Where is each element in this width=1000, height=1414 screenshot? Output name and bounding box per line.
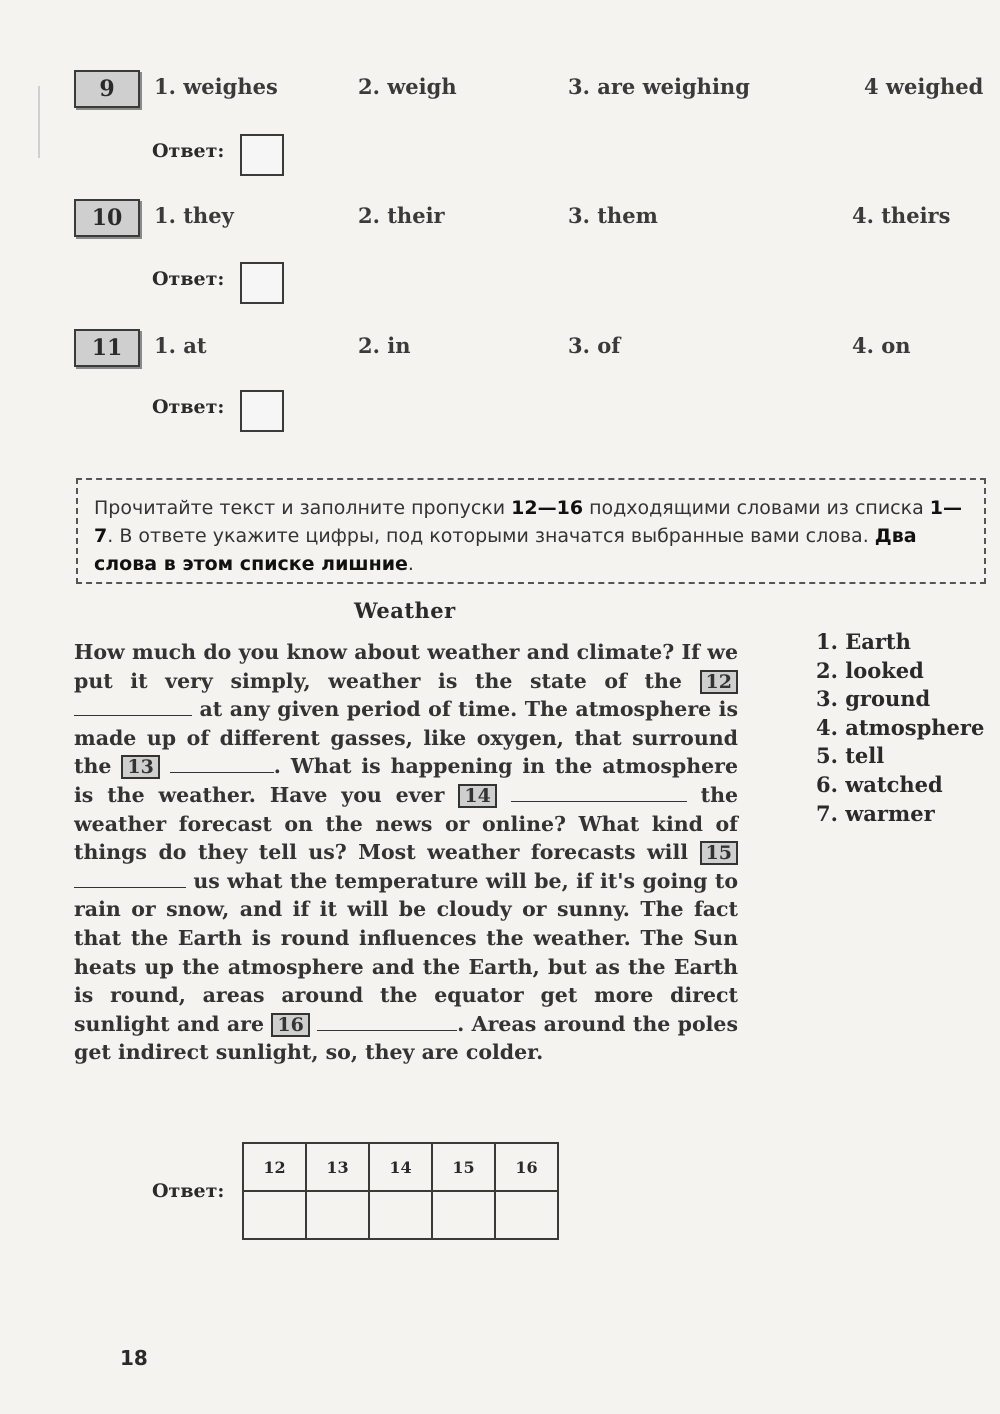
instruction-range: 12—16: [511, 497, 584, 519]
passage-text: us what the temperature will be, if it's going to rain or snow, and if it will be cloudy or sunny. The fact that the Earth is round influences the weather. The Sun heats up the atmosphere and the Earth, but as the Earth is round, areas around the equator get more direct sunlight and are: [74, 868, 738, 1036]
instruction-text: Прочитайте текст и заполните пропуски: [94, 497, 512, 519]
option-2[interactable]: 2. in: [358, 333, 411, 358]
word-list-item: 2. looked: [816, 657, 924, 683]
question-number: 11: [74, 329, 140, 367]
instruction-text: подходящими словами из списка: [583, 497, 930, 519]
option-1[interactable]: 1. weighes: [154, 74, 278, 99]
grid-answer-cell-13[interactable]: [306, 1191, 369, 1239]
answer-box-10[interactable]: [240, 262, 284, 304]
answer-grid-input-row: [243, 1191, 558, 1239]
option-3[interactable]: 3. of: [568, 333, 621, 358]
grid-header: 12: [243, 1143, 306, 1191]
question-10: [74, 199, 974, 239]
passage-text: the weather forecast on the news or online? What kind of things do they tell us? Most weather forecasts will: [74, 782, 739, 865]
word-list-item: 4. atmosphere: [816, 714, 985, 740]
grid-answer-cell-12[interactable]: [243, 1191, 306, 1239]
grid-header: 15: [432, 1143, 495, 1191]
question-number: 10: [74, 199, 140, 237]
grid-answer-cell-14[interactable]: [369, 1191, 432, 1239]
grid-header: 14: [369, 1143, 432, 1191]
blank-12[interactable]: [74, 697, 192, 716]
question-9: [74, 70, 984, 110]
passage-text: . What is happening in the atmosphere is the weather. Have you ever: [74, 754, 739, 807]
grid-header: 16: [495, 1143, 558, 1191]
instruction-box: [76, 478, 986, 584]
grid-answer-cell-15[interactable]: [432, 1191, 495, 1239]
word-list-item: 5. tell: [816, 743, 885, 769]
word-list-item: 1. Earth: [816, 629, 911, 654]
text-title: Weather: [354, 598, 456, 623]
option-1[interactable]: 1. they: [154, 203, 234, 228]
word-list-item: 7. warmer: [816, 800, 935, 826]
word-list-item: 3. ground: [816, 686, 931, 712]
option-1[interactable]: 1. at: [154, 333, 207, 358]
gap-number: 16: [271, 1013, 309, 1037]
option-3[interactable]: 3. them: [568, 203, 658, 228]
answer-label: Ответ:: [152, 268, 225, 290]
gap-number: 14: [458, 784, 496, 808]
answer-label: Ответ:: [152, 396, 225, 418]
word-list: [816, 628, 984, 828]
instruction-range: 1—7: [94, 497, 963, 547]
grid-answer-cell-16[interactable]: [495, 1191, 558, 1239]
grid-header: 13: [306, 1143, 369, 1191]
instruction-emphasis: Два слова в этом списке лишние: [94, 525, 917, 575]
option-2[interactable]: 2. their: [358, 203, 445, 228]
passage-text: at any given period of time. The atmosphere is made up of different gasses, like oxygen, that surround the: [74, 697, 738, 779]
blank-14[interactable]: [511, 783, 687, 802]
blank-16[interactable]: [317, 1012, 457, 1031]
passage-text: . Areas around the poles get indirect sunlight, so, they are colder.: [74, 1011, 738, 1065]
option-3[interactable]: 3. are weighing: [568, 74, 750, 99]
answer-grid: [242, 1142, 559, 1240]
option-4[interactable]: 4. theirs: [852, 203, 951, 228]
gap-number: 13: [121, 755, 159, 779]
gap-number: 15: [700, 841, 738, 865]
option-4[interactable]: 4 weighed: [864, 74, 984, 99]
blank-13[interactable]: [170, 754, 274, 773]
passage: [74, 638, 738, 1067]
option-2[interactable]: 2. weigh: [358, 74, 457, 99]
answer-label: Ответ:: [152, 1180, 225, 1202]
answer-grid-header-row: [243, 1143, 558, 1191]
gap-number: 12: [700, 670, 738, 694]
word-list-item: 6. watched: [816, 771, 943, 797]
instruction-text: .: [407, 553, 414, 575]
page-number: 18: [120, 1346, 148, 1370]
answer-label: Ответ:: [152, 140, 225, 162]
blank-15[interactable]: [74, 869, 186, 888]
passage-text: How much do you know about weather and climate? If we put it very simply, weather is the state of the: [74, 640, 738, 693]
question-number: 9: [74, 70, 140, 108]
scan-artifact: [38, 86, 40, 158]
answer-box-11[interactable]: [240, 390, 284, 432]
option-4[interactable]: 4. on: [852, 333, 911, 358]
instruction-text: . В ответе укажите цифры, под которыми значатся выбранные вами слова.: [107, 525, 875, 547]
question-11: [74, 329, 974, 369]
answer-box-9[interactable]: [240, 134, 284, 176]
